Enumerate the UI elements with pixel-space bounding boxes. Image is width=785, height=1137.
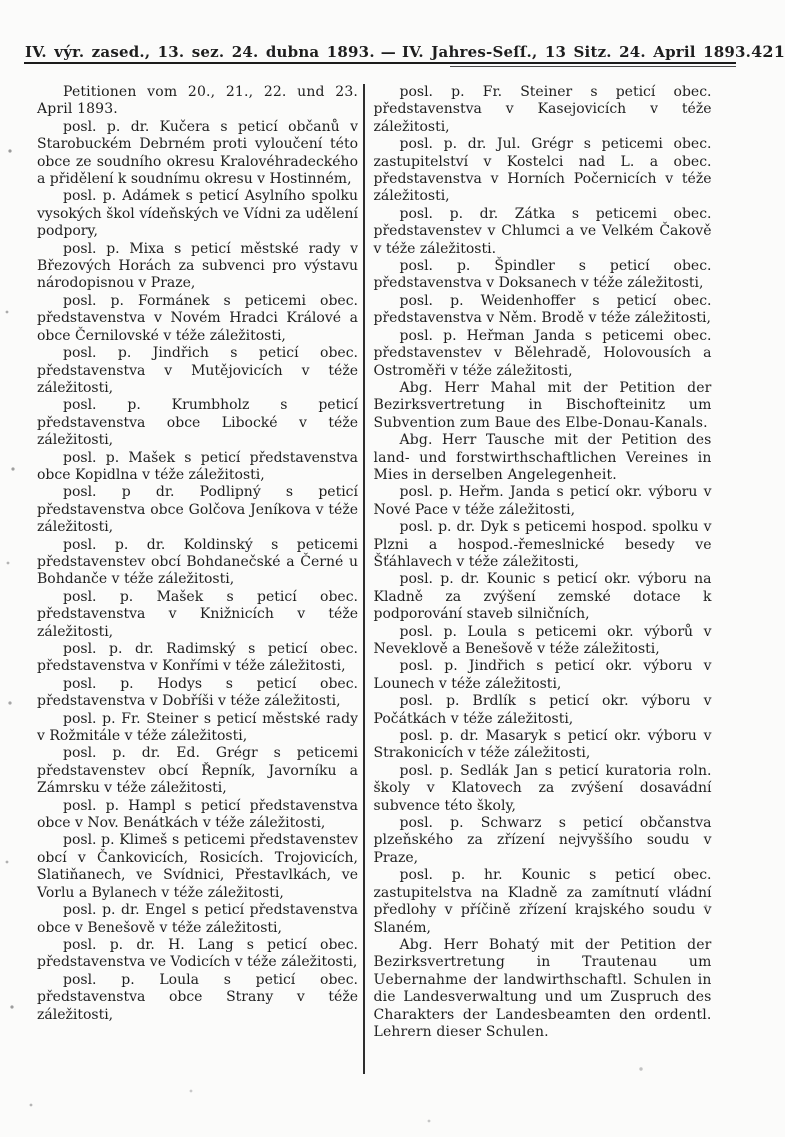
petition-paragraph: posl. p. Sedlák Jan s peticí kuratoria roln. školy v Klatovech za zvýšení dosavádní subvence této školy, <box>373 762 712 814</box>
petition-paragraph: posl. p. dr. Dyk s peticemi hospod. spolku v Plzni a hospod.-řemeslnické besedy ve Šťáhlavech v téže záležitosti, <box>373 519 712 570</box>
petition-paragraph: posl. p. Hampl s peticí představenstva obce v Nov. Benátkách v téže záležitosti, <box>37 797 358 832</box>
header-rule <box>24 62 736 64</box>
petition-paragraph: posl. p. dr. Ed. Grégr s peticemi představenstev obcí Řepník, Javorníku a Zámrsku v téže záležitosti, <box>37 745 358 797</box>
page-number: 421 <box>751 42 785 61</box>
petition-paragraph: posl. p. Špindler s peticí obec. představenstva v Doksanech v téže záležitosti, <box>373 258 712 292</box>
petition-paragraph: posl. p. Loula s peticemi okr. výborů v Neveklově a Benešově v téže záležitosti, <box>373 623 712 657</box>
petition-paragraph: posl. p. Klimeš s peticemi představenstev obcí v Čankovicích, Rosicích. Trojovicích, Slatiňanech, ve Svídnici, Přestavlkách, ve Vorlu a Bylanech v téže záležitosti, <box>37 832 358 901</box>
petition-paragraph: posl. p. Schwarz s peticí občanstva plzeňského za zřízení nejvyššího soudu v Praze, <box>373 815 712 866</box>
header-czech-session: IV. výr. zased., 13. sez. 24. dubna 1893. <box>25 43 375 61</box>
petition-paragraph: posl. p. dr. H. Lang s peticí obec. představenstva ve Vodicích v téže záležitosti, <box>37 936 358 971</box>
petition-paragraph: posl. p. Weidenhoffer s peticí obec. představenstva v Něm. Brodě v téže záležitosti, <box>373 292 712 327</box>
petition-paragraph: posl. p. dr. Koldinský s peticemi představenstev obcí Bohdanečské a Černé u Bohdanče v téže záležitosti, <box>37 536 358 588</box>
petition-paragraph: Abg. Herr Mahal mit der Petition der Bezirksvertretung in Bischofteinitz um Subvention zum Baue des Elbe-Donau-Kanals. <box>373 379 712 431</box>
two-column-text-block <box>37 84 712 1074</box>
petition-paragraph: posl. p. Heřm. Janda s peticí okr. výboru v Nové Pace v téže záležitosti, <box>373 484 712 518</box>
petition-paragraph: posl. p. dr. Jul. Grégr s peticemi obec. zastupitelství v Kostelci nad L. a obec. představenstva v Horních Počernicích v téže záležitosti, <box>373 136 712 205</box>
petition-paragraph: posl. p. dr. Masaryk s peticí okr. výboru v Strakonicích v téže záležitosti, <box>373 728 712 762</box>
petition-paragraph: posl. p. Adámek s peticí Asylního spolku vysokých škol vídeňských ve Vídni za udělení podpory, <box>37 188 358 240</box>
petition-paragraph: posl. p. Jindřich s peticí obec. představenstva v Mutějovicích v téže záležitosti, <box>37 345 358 396</box>
petition-paragraph: posl. p. dr. Kučera s peticí občanů v Starobuckém Debrném proti vyloučení této obce ze soudního okresu Kralovéhradeckého a přidělení k soudnímu okresu v Hostinném, <box>37 118 358 188</box>
petition-paragraph: posl. p. Fr. Steiner s peticí obec. představenstva v Kasejovicích v téže záležitosti, <box>373 84 712 135</box>
petition-paragraph: posl. p. hr. Kounic s peticí obec. zastupitelstva na Kladně za zamítnutí vládní předlohy v příčině zřízení krajského soudu v Slaném, <box>373 867 712 936</box>
petition-paragraph: Abg. Herr Bohatý mit der Petition der Bezirksvertretung in Trautenau um Uebernahme der landwirthschaftl. Schulen in die Landesverwaltung und um Zuspruch des Charakters der Landesbeamten den ordentl. Lehrern dieser Schulen. <box>373 936 712 1040</box>
running-header <box>25 42 785 61</box>
petition-paragraph: posl. p. dr. Kounic s peticí okr. výboru na Kladně za zvýšení zemské dotace k podporování staveb silničních, <box>373 571 712 623</box>
petition-paragraph: posl. p. Hodys s peticí obec. představenstva v Dobříši v téže záležitosti, <box>37 675 358 710</box>
petition-paragraph: posl. p dr. Podlipný s peticí představenstva obce Golčova Jeníkova v téže záležitosti, <box>37 484 358 536</box>
header-session-line <box>25 43 751 61</box>
petition-paragraph: posl. p. Krumbholz s peticí představenstva obce Libocké v téže záležitosti, <box>37 397 358 449</box>
petition-paragraph: posl. p. Heřman Janda s peticemi obec. představenstev v Bělehradě, Holovousích a Ostroměři v téže záležitosti, <box>373 327 712 379</box>
petition-paragraph: posl. p. Mašek s peticí představenstva obce Kopidlna v téže záležitosti, <box>37 449 358 483</box>
petition-paragraph: posl. p. Mašek s peticí obec. představenstva v Knižnicích v téže záležitosti, <box>37 588 358 640</box>
petition-paragraph: posl. p. Mixa s peticí městské rady v Březových Horách za subvenci pro výstavu národopisnou v Praze, <box>37 240 358 292</box>
petition-paragraph: posl. p. Formánek s peticemi obec. představenstva v Novém Hradci Králové a obce Černilovské v téže záležitosti, <box>37 292 358 344</box>
right-column <box>374 84 712 1041</box>
petition-paragraph: posl. p. dr. Engel s peticí představenstva obce v Benešově v téže záležitosti, <box>37 902 358 936</box>
petition-paragraph: Petitionen vom 20., 21., 22. und 23. April 1893. <box>37 84 358 118</box>
header-rule-secondary <box>450 66 736 67</box>
petition-paragraph: posl. p. dr. Zátka s peticemi obec. představenstev v Chlumci a ve Velkém Čakově v téže záležitosti. <box>373 205 712 257</box>
header-dash: — <box>380 43 396 61</box>
petition-paragraph: posl. p. Jindřich s peticí okr. výboru v Lounech v téže záležitosti, <box>373 658 712 692</box>
scan-noise-specks <box>0 0 2 2</box>
header-german-session: IV. Jahres-Seſſ., 13 Sitz. 24. April 1893. <box>401 43 752 61</box>
petition-paragraph: posl. p. Brdlík s peticí okr. výboru v Počátkách v téže záležitosti, <box>373 693 712 727</box>
petition-paragraph: posl. p. Loula s peticí obec. představenstva obce Strany v téže záležitosti, <box>37 971 358 1023</box>
left-column <box>37 84 358 1024</box>
petition-paragraph: posl. p. Fr. Steiner s peticí městské rady v Rožmitále v téže záležitosti, <box>37 710 358 745</box>
petition-paragraph: posl. p. dr. Radimský s peticí obec. představenstva v Konřími v téže záležitosti, <box>37 641 358 675</box>
petition-paragraph: Abg. Herr Tausche mit der Petition des land- und forstwirthschaftlichen Vereines in Mies in derselben Angelegenheit. <box>373 432 712 483</box>
column-divider-rule <box>363 84 365 1074</box>
